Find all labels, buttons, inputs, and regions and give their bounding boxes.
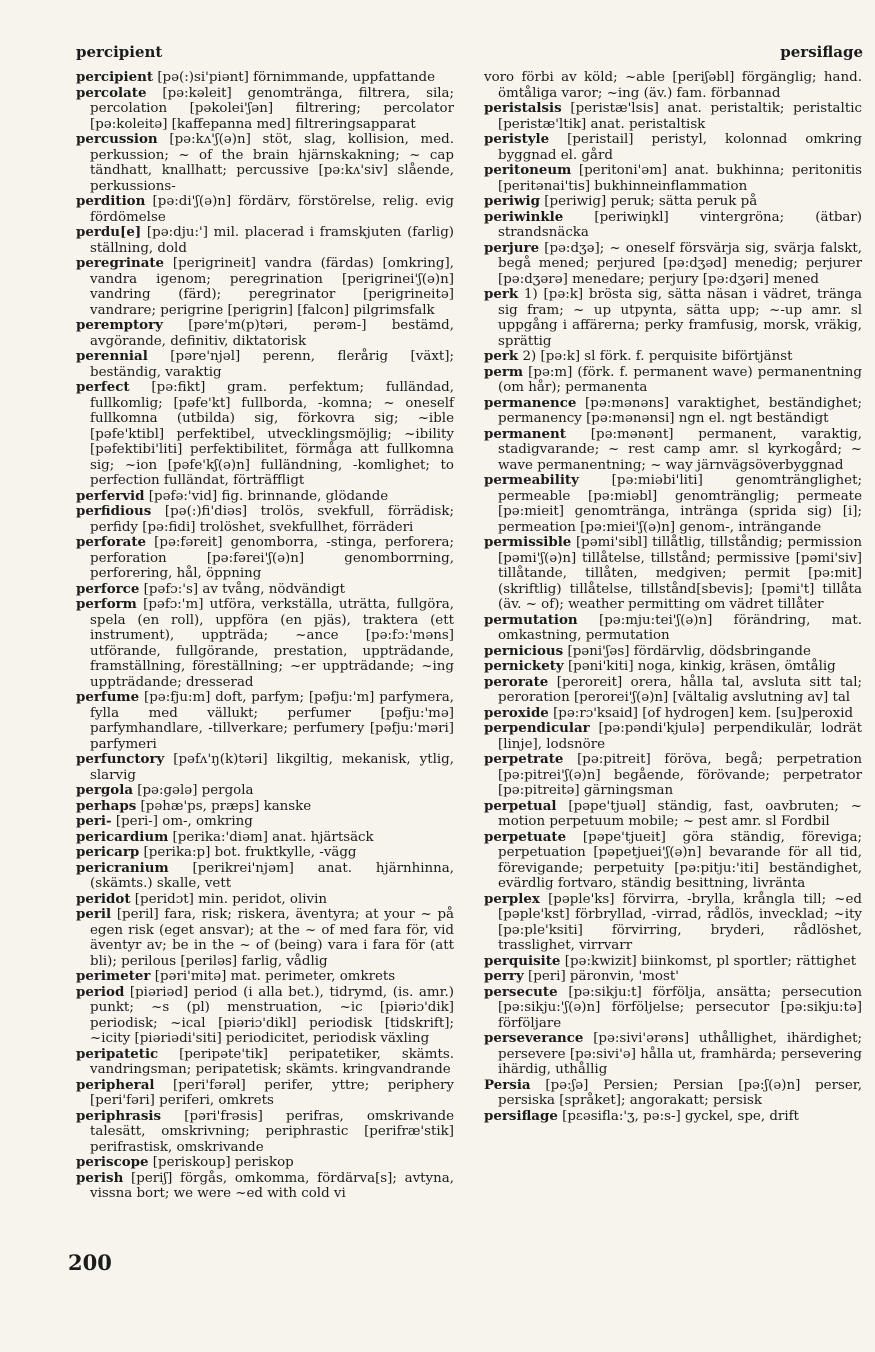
entry-body: [pəpe'tjueit] göra ständig, föreviga; perpetuation [pəpetjuei'ʃ(ə)n] bevarande för all tid, förevigande; perpetuity [pə:pitju:'iti] beständighet, evärdlig fortvaro, ständig besittning, livränta xyxy=(498,829,862,891)
entry-body: [peri'fərəl] perifer, yttre; periphery [peri'fəri] periferi, omkrets xyxy=(90,1077,454,1108)
entry-body: [perika:p] bot. fruktkylle, -vägg xyxy=(139,845,357,860)
dictionary-entry xyxy=(484,830,862,892)
dictionary-entry xyxy=(76,1078,454,1109)
dictionary-entry xyxy=(76,985,454,1047)
headword: perplex xyxy=(484,890,540,907)
entry-body: [pə:gələ] pergola xyxy=(133,783,254,798)
headword: peri- xyxy=(76,813,112,829)
headword: periscope xyxy=(76,1154,149,1170)
headword: permeability xyxy=(484,472,579,488)
dictionary-entry xyxy=(76,1109,454,1156)
headword: peritoneum xyxy=(484,162,572,178)
headword: perforce xyxy=(76,580,140,597)
dictionary-entry xyxy=(76,349,454,380)
headword: perorate xyxy=(484,673,549,690)
headword: period xyxy=(76,983,125,1000)
headword: percolate xyxy=(76,84,147,101)
dictionary-entry xyxy=(484,427,862,474)
dictionary-entry xyxy=(484,210,862,241)
dictionary-entry xyxy=(76,907,454,969)
entry-body: [peri-] om-, omkring xyxy=(111,814,253,829)
dictionary-entry xyxy=(484,954,862,970)
headword: perennial xyxy=(76,348,148,364)
headword: perk xyxy=(484,348,519,364)
page-number: 200 xyxy=(68,1250,112,1275)
headword: peristalsis xyxy=(484,100,562,116)
headword: perhaps xyxy=(76,797,137,814)
dictionary-entry xyxy=(76,86,454,133)
dictionary-entry xyxy=(484,287,862,349)
dictionary-entry: voro förbi av köld; ~able [periʃəbl] förgänglig; hand. ömtåliga varor; ~ing (äv.) fam. förbannad xyxy=(484,70,862,101)
dictionary-entry xyxy=(76,814,454,830)
entry-body: [pəre'njəl] perenn, flerårig [växt]; beständig, varaktig xyxy=(90,349,454,380)
headword: perfect xyxy=(76,379,130,395)
headword: pericranium xyxy=(76,859,169,876)
dictionary-entry xyxy=(484,1078,862,1109)
entry-body: [pəre'm(p)təri, perəm-] bestämd, avgörande, definitiv, diktatorisk xyxy=(90,318,454,349)
entry-body: [peridɔt] min. peridot, olivin xyxy=(130,891,328,907)
dictionary-entry xyxy=(484,706,862,722)
entry-body: [periwiŋkl] vintergröna; (ätbar) strandsnäcka xyxy=(498,209,862,240)
entry-body: [pə(:)fi'diəs] trolös, svekfull, förrädisk; perfidy [pə:fidi] trolöshet, svekfullhet, förräderi xyxy=(90,504,454,535)
dictionary-entry xyxy=(484,969,862,985)
headword: persecute xyxy=(484,983,558,1000)
dictionary-entry xyxy=(484,365,862,396)
entry-body: [pəni'kiti] noga, kinkig, kräsen, ömtålig xyxy=(563,659,836,674)
headword: perfervid xyxy=(76,487,145,504)
entry-body: 2) [pə:k] sl förk. f. perquisite biförtjänst xyxy=(518,349,793,364)
entry-body: [pəri'frəsis] perifras, omskrivande talesätt, omskrivning; periphrastic [perifræ'stik] perifrastisk, omskrivande xyxy=(90,1108,454,1155)
dictionary-entry xyxy=(484,132,862,163)
dictionary-entry xyxy=(76,256,454,318)
dictionary-entry xyxy=(76,845,454,861)
entry-body: [pə:mju:tei'ʃ(ə)n] förändring, mat. omkastning, permutation xyxy=(498,612,862,643)
entry-body: [pə:sivi'ərəns] uthållighet, ihärdighet; persevere [pə:sivi'ə] hålla ut, framhärda; persevering ihärdig, uthållig xyxy=(498,1031,862,1077)
dictionary-entry xyxy=(76,535,454,582)
dictionary-entry xyxy=(76,752,454,783)
entry-body: [pə:miəbi'liti] genomtränglighet; permeable [pə:miəbl] genomtränglig; permeate [pə:mieit] genomtränga, intränga (sprida sig) [i]; permeation [pə:miei'ʃ(ə)n] genom-, inträngande xyxy=(498,473,862,535)
entry-body: [pə:kwizit] biinkomst, pl sportler; rättighet xyxy=(560,953,857,969)
headword: percussion xyxy=(76,131,158,147)
entry-body: [pɛəsifla:'ʒ, pə:s-] gyckel, spe, drift xyxy=(557,1108,799,1124)
entry-body: [peristæ'lsis] anat. peristaltik; peristaltic [peristæ'ltik] anat. peristaltisk xyxy=(498,101,862,132)
entry-body: [pəpe'tjuəl] ständig, fast, oavbruten; ~ motion perpetuum mobile; ~ pest amr. sl Fordbil xyxy=(498,798,862,829)
headword: pernickety xyxy=(484,658,564,674)
dictionary-entry xyxy=(484,721,862,752)
headword: peridot xyxy=(76,890,131,907)
entry-body: [pə:mənəns] varaktighet, beständighet; permanency [pə:mənənsi] ngn el. ngt beständigt xyxy=(498,395,862,426)
dictionary-entry xyxy=(76,861,454,892)
headword: pericardium xyxy=(76,828,169,845)
entry-body: [pə:kəleit] genomtränga, filtrera, sila; percolation [pəkolei'ʃən] filtrering; percolator [pə:koleitə] [kaffepanna med] filtreringsapparat xyxy=(90,85,454,132)
entry-body: [periwig] peruk; sätta peruk på xyxy=(540,194,758,209)
entry-body: [peril] fara, risk; riskera, äventyra; at your ~ på egen risk (eget ansvar); at the ~ of med fara för, vid äventyr av; be in the ~ of (being) vara i fara för (att bli); perilous [periləs] farlig, vådlig xyxy=(90,907,454,969)
entry-body: [periʃ] förgås, omkomma, fördärva[s]; avtyna, vissna bort; we were ~ed with cold vi xyxy=(90,1170,454,1201)
headword: peristyle xyxy=(484,131,550,147)
entry-body: [pə:fikt] gram. perfektum; fulländad, fullkomlig; [pəfe'kt] fullborda, -komna; ~ oneself fullkomna (utbilda) sig, förkovra sig; ~ible [pəfe'ktibl] perfektibel, utvecklingsmöjlig; ~ibility [pəfektibi'liti] perfektibilitet, förmåga att fullkomna sig; ~ion [pəfe'kʃ(ə)n] fulländning, -komlighet; to perfection fulländat, förträffligt xyxy=(90,380,454,488)
entry-body: [pəfə:'vid] fig. brinnande, glödande xyxy=(144,488,389,504)
dictionary-entry xyxy=(76,489,454,505)
dictionary-entry xyxy=(484,985,862,1032)
entry-body: [perika:'diəm] anat. hjärtsäck xyxy=(168,829,374,845)
headword: persiflage xyxy=(484,1107,558,1124)
entry-body: [peripəte'tik] peripatetiker, skämts. vandringsman; peripatetisk; skämts. kringvandrande xyxy=(90,1046,454,1077)
entry-body: [pəhæ'ps, præps] kanske xyxy=(136,798,312,814)
dictionary-entry xyxy=(76,830,454,846)
dictionary-entry xyxy=(484,349,862,365)
headword: perquisite xyxy=(484,952,561,969)
entry-body: [pə:dʒə]; ~ oneself försvärja sig, svärja falskt, begå mened; perjured [pə:dʒəd] menedig; perjurer [pə:dʒərə] menedare; perjury [pə:dʒəri] mened xyxy=(498,240,862,287)
entry-body: [peroreit] orera, hålla tal, avsluta sitt tal; peroration [perorei'ʃ(ə)n] [vältalig avslutning av] tal xyxy=(498,674,862,705)
dictionary-entry xyxy=(76,194,454,225)
headword: perpendicular xyxy=(484,720,590,736)
entry-body: [pəni'ʃəs] fördärvlig, dödsbringande xyxy=(563,643,811,659)
headword: periwig xyxy=(484,193,541,209)
headword: perform xyxy=(76,596,137,612)
dictionary-entry xyxy=(76,783,454,799)
entry-body: [pə:fju:m] doft, parfym; [pəfju:'m] parfymera, fylla med vällukt; perfumer [pəfju:'mə] parfymhandlare, -tillverkare; perfumery [pəfju:'məri] parfymeri xyxy=(90,690,454,752)
dictionary-entry xyxy=(484,473,862,535)
headword: Persia xyxy=(484,1076,531,1093)
headword: perdition xyxy=(76,193,146,209)
dictionary-entry xyxy=(484,101,862,132)
headword: peril xyxy=(76,906,112,922)
dictionary-entry xyxy=(76,969,454,985)
dictionary-entry xyxy=(76,799,454,815)
headword: percipient xyxy=(76,69,154,85)
entry-body: [peristail] peristyl, kolonnad omkring byggnad el. gård xyxy=(498,132,862,163)
dictionary-entry xyxy=(484,396,862,427)
headword: peripatetic xyxy=(76,1045,159,1062)
entry-body: [pə:ʃə] Persien; Persian [pə:ʃ(ə)n] perser, persiska [språket]; angorakatt; persisk xyxy=(498,1077,862,1108)
headword: permanent xyxy=(484,425,566,442)
entry-body: [pə:m] (förk. f. permanent wave) permanentning (om hår); permanenta xyxy=(498,364,862,395)
headword: peroxide xyxy=(484,704,549,721)
entry-body: [pə:kʌ'ʃ(ə)n] stöt, slag, kollision, med. perkussion; ~ of the brain hjärnskakning; ~ cap tändhatt, knallhatt; percussive [pə:kʌ'siv] slående, perkussions- xyxy=(90,132,454,194)
dictionary-entry xyxy=(484,613,862,644)
headword: periphrasis xyxy=(76,1107,162,1124)
left-column xyxy=(76,70,454,1202)
entry-body: [pə:dju:'] mil. placerad i framskjuten (farlig) ställning, dold xyxy=(90,225,454,256)
dictionary-entry xyxy=(76,504,454,535)
dictionary-entry xyxy=(76,225,454,256)
dictionary-entry xyxy=(76,1155,454,1171)
entry-body: [pəmi'sibl] tillåtlig, tillståndig; permission [pəmi'ʃ(ə)n] tillåtelse, tillstånd; permissive [pəmi'siv] tillåtande, tillåten, medgiven; permit [pə:mit] (skriftlig) tillåtelse, tillstånd[sbevis]; [pəmi't] tillåta (äv. ~ of); weather permitting om vädret tillåter xyxy=(498,535,862,612)
headword: perpetual xyxy=(484,797,557,814)
dictionary-entry xyxy=(76,597,454,690)
headword: perpetrate xyxy=(484,751,564,767)
dictionary-entry xyxy=(484,241,862,288)
entry-body: [pə:sikju:t] förfölja, ansätta; persecution [pə:sikju:'ʃ(ə)n] förföljelse; persecutor [pə:sikju:tə] förföljare xyxy=(498,984,862,1031)
dictionary-entry xyxy=(484,1031,862,1078)
entry-body: [pə(:)si'piənt] förnimmande, uppfattande xyxy=(153,70,436,85)
dictionary-entry xyxy=(76,70,454,86)
entry-body: [pə:pitreit] föröva, begå; perpetration [pə:pitrei'ʃ(ə)n] begående, förövande; perpetrator [pə:pitreitə] gärningsman xyxy=(498,752,862,798)
entry-body: [peritoni'əm] anat. bukhinna; peritonitis [peritənai'tis] bukhinneinflammation xyxy=(498,163,862,194)
entry-body: [pə:pəndi'kjulə] perpendikulär, lodrät [linje], lodsnöre xyxy=(498,721,862,752)
dictionary-entry xyxy=(76,582,454,598)
entry-body: [pə:fəreit] genomborra, -stinga, perforera; perforation [pə:fərei'ʃ(ə)n] genomborrning, perforering, hål, öppning xyxy=(90,535,454,581)
headword: perpetuate xyxy=(484,828,567,845)
headword: perry xyxy=(484,968,524,984)
dictionary-entry xyxy=(484,752,862,799)
headword: perk xyxy=(484,286,519,302)
headword: perm xyxy=(484,363,524,380)
headword: peregrinate xyxy=(76,255,165,271)
headword: peremptory xyxy=(76,317,163,333)
right-column xyxy=(484,70,862,1124)
entry-body: [pəfɔ:'m] utföra, verkställa, uträtta, fullgöra, spela (en roll), uppföra (en pjäs), traktera (ett instrument), uppträda; ~ance [pə:fɔ:'məns] utförande, fullgörande, prestation, uppträdande, framställning, föreställning; ~er uppträdande; ~ing uppträdande; dresserad xyxy=(90,597,454,690)
entry-body: [pəfɔ:'s] av tvång, nödvändigt xyxy=(139,581,346,597)
dictionary-entry xyxy=(484,163,862,194)
dictionary-entry xyxy=(484,194,862,210)
headword: perfidious xyxy=(76,503,152,519)
headword: perdu[e] xyxy=(76,224,142,240)
entry-body: [piəriəd] period (i alla bet.), tidrymd, (is. amr.) punkt; ~s (pl) menstruation, ~ic [piəriɔ'dik] periodisk; ~ical [piəriɔ'dikl] periodisk [tidskrift]; ~icity [piəriədi'siti] periodicitet, periodisk växling xyxy=(90,984,454,1046)
headword: permissible xyxy=(484,534,572,550)
dictionary-entry xyxy=(76,1171,454,1202)
headword: permanence xyxy=(484,394,577,411)
entry-body: [perigrineit] vandra (färdas) [omkring], vandra igenom; peregrination [perigrinei'ʃ(ə)n] vandring (färd); peregrinator [perigrineitə] vandrare; perigrine [perigrin] [falcon] pilgrimsfalk xyxy=(90,256,454,318)
headword: perseverance xyxy=(484,1030,584,1046)
headword: perjure xyxy=(484,239,540,256)
headword: periwinkle xyxy=(484,208,564,225)
headword: perimeter xyxy=(76,968,151,984)
dictionary-entry xyxy=(484,675,862,706)
dictionary-entry xyxy=(76,1047,454,1078)
dictionary-entry xyxy=(76,892,454,908)
entry-body: [pə:rɔ'ksaid] [of hydrogen] kem. [su]peroxid xyxy=(548,705,854,721)
dictionary-entry xyxy=(484,644,862,660)
dictionary-entry xyxy=(76,380,454,489)
headword: perish xyxy=(76,1169,124,1186)
entry-body: [pə:di'ʃ(ə)n] fördärv, förstörelse, relig. evig fördömelse xyxy=(90,194,454,225)
dictionary-entry xyxy=(484,892,862,954)
headword: permutation xyxy=(484,611,578,628)
dictionary-entry xyxy=(484,535,862,613)
entry-body: [pəfʌ'ŋ(k)təri] likgiltig, mekanisk, ytlig, slarvig xyxy=(90,752,454,783)
headword: pericarp xyxy=(76,844,140,860)
dictionary-entry xyxy=(76,132,454,194)
dictionary-entry xyxy=(76,318,454,349)
left-guide-word: percipient xyxy=(76,43,163,61)
entry-body: [pəri'mitə] mat. perimeter, omkrets xyxy=(150,969,396,984)
headword: pernicious xyxy=(484,642,564,659)
dictionary-entry xyxy=(76,690,454,752)
entry-body: [peri] päronvin, 'most' xyxy=(523,969,679,984)
entry-body: 1) [pə:k] brösta sig, sätta näsan i vädret, tränga sig fram; ~ up utpynta, sätta upp; ~-up amr. sl uppgång i affärerna; perky framfusig, morsk, vräkig, sprättig xyxy=(498,287,862,349)
dictionary-entry xyxy=(484,1109,862,1125)
entry-body: [pə:mənənt] permanent, varaktig, stadigvarande; ~ rest camp amr. sl kyrkogård; ~ wave permanentning; ~ way järnvägsöverbyggnad xyxy=(498,426,862,473)
headword: pergola xyxy=(76,782,133,798)
entry-body: [periskoup] periskop xyxy=(148,1155,294,1170)
headword: peripheral xyxy=(76,1076,155,1093)
entry-body: [perikrei'njəm] anat. hjärnhinna, (skämts.) skalle, vett xyxy=(90,860,454,891)
headword: perfunctory xyxy=(76,751,165,767)
headword: perfume xyxy=(76,689,140,705)
entry-body: [pəple'ks] förvirra, -brylla, krångla till; ~ed [pəple'kst] förbryllad, -virrad, rådlös, invecklad; ~ity [pə:ple'ksiti] förvirring, bryderi, rådlöshet, trasslighet, virrvarr xyxy=(498,891,862,953)
running-header xyxy=(76,38,863,62)
dictionary-entry xyxy=(484,659,862,675)
dictionary-entry xyxy=(484,799,862,830)
right-guide-word: persiflage xyxy=(780,43,863,61)
headword: perforate xyxy=(76,534,147,550)
